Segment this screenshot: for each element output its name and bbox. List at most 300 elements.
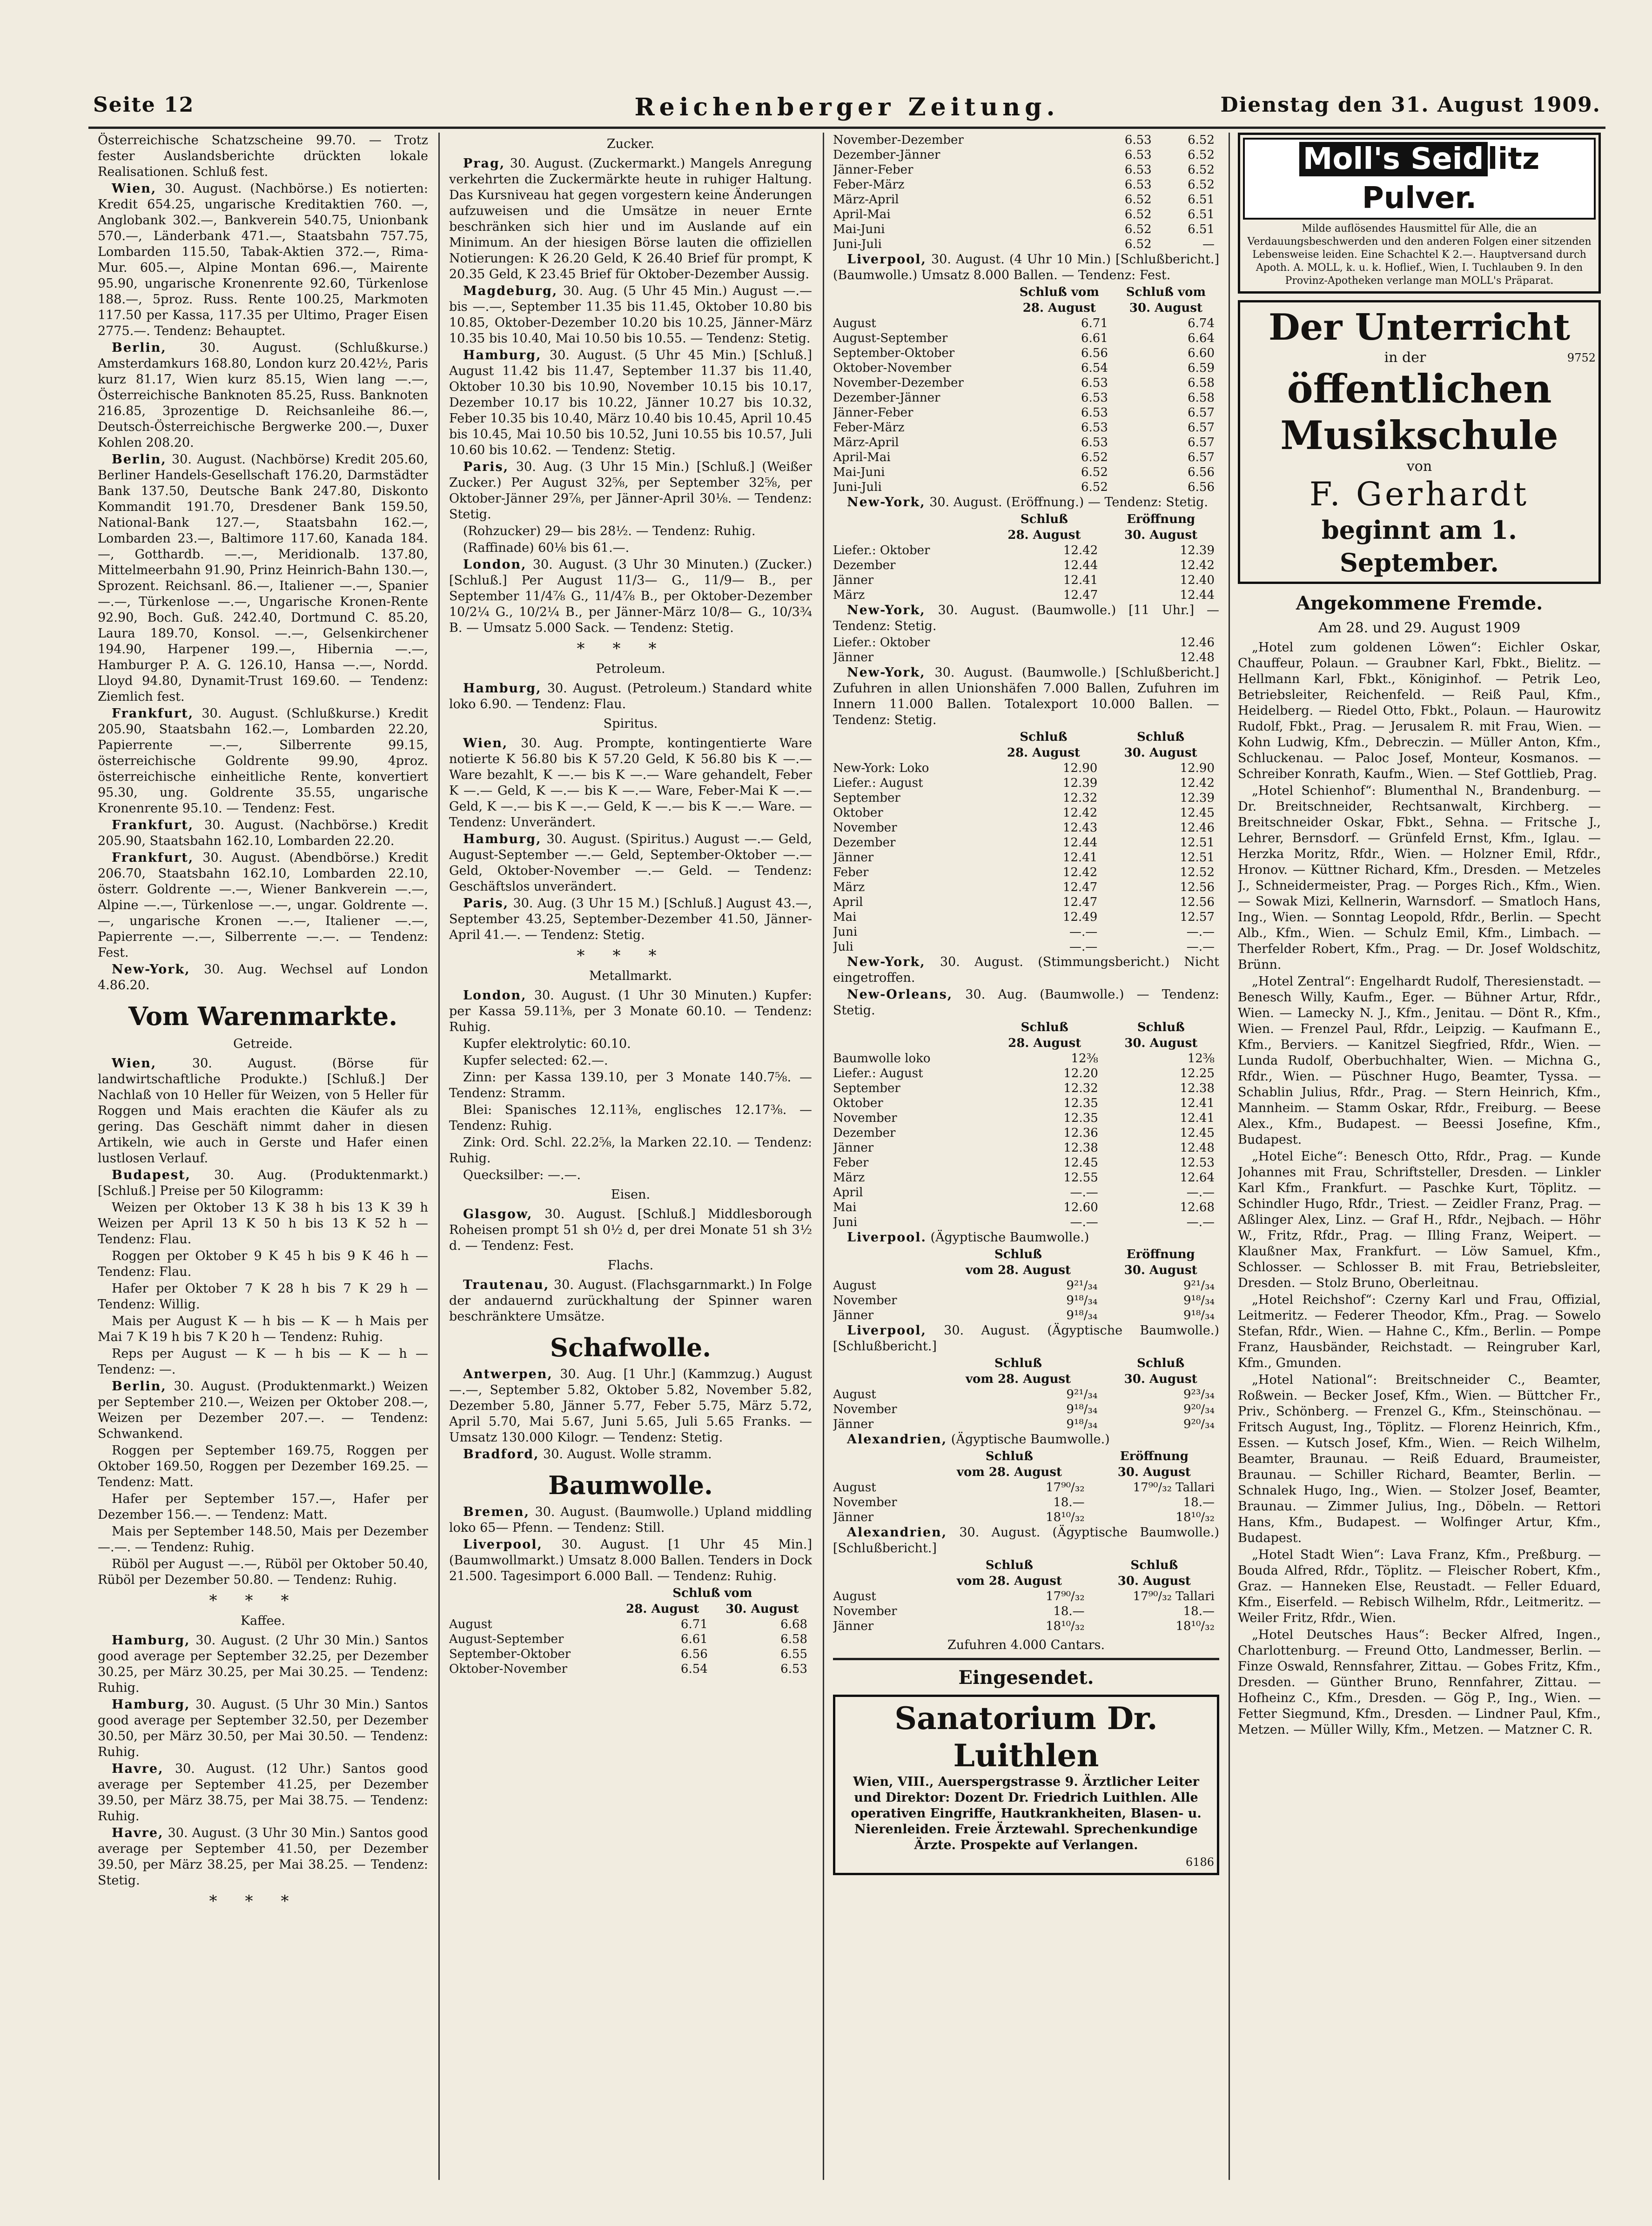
row-value: 12.64: [1180, 1171, 1215, 1185]
row-label: April: [833, 1186, 863, 1200]
row-label: Jänner: [833, 1141, 874, 1155]
row-value: 6.58: [780, 1632, 807, 1646]
page-header: [88, 93, 1605, 126]
table-row: [833, 820, 1219, 835]
ad-school-name: öffentlichen Musikschule: [1280, 366, 1558, 458]
paragraph: Blei: Spanisches 12.11⅜, englisches 12.17⅜. — Tendenz: Ruhig.: [449, 1103, 812, 1133]
table-row: [833, 222, 1219, 237]
table-row: [833, 435, 1219, 450]
paragraph: New-Orleans, 30. Aug. (Baumwolle.) — Tendenz: Stetig.: [833, 987, 1219, 1018]
paragraph: Rüböl per August —.—, Rüböl per Oktober 50.40, Rüböl per Dezember 50.80. — Tendenz: Ruhig.: [98, 1557, 428, 1587]
row-label: Juni: [833, 925, 858, 939]
price-table: Schluß vom Schluß vom 28. August 30. August August 6.71 6.74 August-September 6.61 6.64 September-Oktober 6.56 6.60 Oktober-November 6.54 6.59 November-Dezember 6.53 6.58 Dezember-Jänner 6.53 6.58 Jänner-Feber 6.53 6.57 Feber-März 6.53 6.57 März-April 6.53 6.57 April-Mai 6.52 6.57 Mai-Juni 6.52 6.56 Juni-Juli 6.52 6.56: [833, 284, 1219, 495]
price-table: Schluß Eröffnung 28. August 30. August Liefer.: Oktober 12.42 12.39 Dezember 12.44 12.42 Jänner 12.41 12.40 März 12.47 12.44: [833, 511, 1219, 603]
row-value: 12.41: [1063, 573, 1098, 587]
row-value: 12.32: [1063, 1081, 1098, 1095]
row-value: 18¹⁰/₃₂: [1175, 1510, 1215, 1524]
paragraph: Hamburg, 30. August. (Petroleum.) Standard white loko 6.90. — Tendenz: Flau.: [449, 681, 812, 711]
table-row: [833, 1200, 1219, 1215]
paragraph: New-York, 30. August. (Baumwolle.) [Schlußbericht.] Zufuhren in allen Unionshäfen 7.000 Ballen, Zufuhren im Innern 11.000 Ballen. Totalexport 10.000 Ballen. — Tendenz: Stetig.: [833, 665, 1219, 727]
row-value: 6.61: [1081, 331, 1108, 345]
column-2: [449, 133, 812, 2180]
ad-title: Moll's Seid litz Pulver.: [1243, 138, 1596, 220]
table-row: [833, 480, 1219, 495]
table-row: [833, 850, 1219, 865]
row-value: 6.55: [780, 1647, 807, 1661]
row-value: 18.—: [1183, 1604, 1215, 1618]
row-label: Jänner: [833, 1619, 874, 1633]
row-label: März-April: [833, 436, 899, 449]
row-label: September-Oktober: [449, 1647, 571, 1661]
row-value: 12.49: [1062, 910, 1098, 924]
row-value: 12.46: [1180, 821, 1215, 835]
row-label: August-September: [833, 331, 948, 345]
row-value: 12.45: [1180, 1126, 1215, 1140]
table-row: [833, 316, 1219, 331]
row-label: Jänner: [833, 650, 874, 664]
row-value: 6.53: [1081, 421, 1108, 435]
row-label: Liefer.: August: [833, 1066, 923, 1080]
table-row: [833, 1185, 1219, 1200]
row-label: November: [833, 1402, 897, 1416]
row-value: 6.53: [1124, 133, 1152, 147]
table-row: [833, 1417, 1219, 1432]
row-label: November-Dezember: [833, 133, 964, 147]
table-row: [833, 925, 1219, 939]
sanatorium-advertisement: [833, 1695, 1219, 1875]
row-label: Jänner-Feber: [833, 406, 913, 420]
row-value: 12.52: [1180, 865, 1215, 879]
row-value: 6.53: [1081, 376, 1108, 390]
row-label: November: [833, 821, 897, 835]
row-label: Jänner: [833, 1417, 874, 1431]
table-row: [833, 1589, 1219, 1604]
row-value: 12.48: [1180, 1141, 1215, 1155]
row-value: 12⅜: [1071, 1052, 1098, 1066]
subheading: Getreide.: [233, 1037, 293, 1051]
row-value: 6.64: [1188, 331, 1215, 345]
hotel-guest-list: „Hotel Zentral“: Engelhardt Rudolf, Theresienstadt. — Benesch Willy, Kaufm., Eger. — Bühner Artur, Rfdr., Wien. — Lamecky N. J., Kfm., Jenitau. — Dönt R., Kfm., Wien. — Frenzel Paul, Rfdr., Leipzig. — Kaufmann E., Kfm., Berviers. — Kanitzel Siegfried, Rfdr., Wien. — Lunda Rudolf, Oberbuchhalter, Wien. — Michna G., Rfdr., Wien. — Püschner Hugo, Beamter, Tyssa. — Schablin Julius, Rfdr., Prag. — Stern Heinrich, Kfm., Mannheim. — Stamm Oskar, Rfdr., Freiburg. — Beese Alex., Kfm., Budapest. — Beessi Josefine, Kfm., Budapest.: [1238, 974, 1601, 1147]
row-label: Jänner: [833, 573, 874, 587]
paragraph: Paris, 30. Aug. (3 Uhr 15 Min.) [Schluß.] (Weißer Zucker.) Per August 32⅝, per September 32⅝, per Oktober-Jänner 29⅞, per Jänner-April 30⅛. — Tendenz: Stetig.: [449, 460, 812, 522]
paragraph: Roggen per Oktober 9 K 45 h bis 9 K 46 h — Tendenz: Flau.: [98, 1249, 428, 1279]
paragraph: Wien, 30. August. (Nachbörse.) Es notierten: Kredit 654.25, ungarische Kreditaktien 760. —, Anglobank 302.—, Bankverein 540.75, Unionbank 570.—, Länderbank 471.—, Staatsbahn 757.75, Lombarden 115.50, Tabak-Aktien 372.—, Rima-Mur. 605.—, Alpine Montan 696.—, Mairente 95.90, ungarische Kronenrente 92.60, Türkenlose 188.—, 5proz. Russ. Rente 100.25, Markmoten 117.50 per Kassa, 117.35 per Ultimo, Prager Eisen 2775.—. Tendenz: Behauptet.: [98, 181, 428, 338]
row-label: August-September: [449, 1632, 564, 1646]
paragraph: Alexandrien, (Ägyptische Baumwolle.): [847, 1432, 1110, 1447]
row-label: Liefer.: Oktober: [833, 543, 930, 557]
row-value: 12.41: [1062, 851, 1098, 865]
paragraph: Liverpool, 30. August. (4 Uhr 10 Min.) [Schlußbericht.] (Baumwolle.) Umsatz 8.000 Ballen. — Tendenz: Fest.: [833, 252, 1219, 282]
subheading: Eisen.: [611, 1187, 651, 1202]
newspaper-page: [88, 84, 1605, 2196]
table-row: [833, 650, 1219, 665]
table-row: [833, 1066, 1219, 1081]
paragraph: Kupfer elektrolytic: 60.10.: [463, 1037, 631, 1051]
eingesendet-heading: Eingesendet.: [958, 1667, 1094, 1689]
row-value: 9²⁰/₃₄: [1183, 1402, 1215, 1416]
row-value: 17⁹⁰/₃₂: [1046, 1481, 1085, 1495]
table-row: [449, 1662, 812, 1676]
paragraph: Frankfurt, 30. August. (Nachbörse.) Kredit 205.90, Staatsbahn 162.10, Lombarden 22.20.: [98, 818, 428, 848]
table-row: [833, 1096, 1219, 1111]
row-value: 12.53: [1180, 1156, 1215, 1170]
row-label: Jänner: [833, 1308, 874, 1322]
row-value: 6.54: [680, 1662, 708, 1676]
paragraph: Mais per September 148.50, Mais per Dezember —.—. — Tendenz: Ruhig.: [98, 1524, 428, 1555]
table-row: [833, 1051, 1219, 1066]
table-row: [833, 361, 1219, 375]
row-label: November: [833, 1604, 897, 1618]
table-row: [833, 192, 1219, 207]
row-value: 12.42: [1063, 543, 1098, 557]
paragraph: (Rohzucker) 29— bis 28½. — Tendenz: Ruhig.: [463, 524, 756, 538]
row-value: 6.53: [1124, 178, 1152, 192]
paragraph: Havre, 30. August. (12 Uhr.) Santos good average per September 41.25, per Dezember 39.50, per März 38.75, per Mai 38.75. — Tendenz: Ruhig.: [98, 1762, 428, 1824]
row-value: 18.—: [1183, 1495, 1215, 1509]
row-label: Oktober-November: [449, 1662, 568, 1676]
row-value: —: [1202, 237, 1215, 251]
row-label: August: [449, 1617, 492, 1631]
table-row: [833, 835, 1219, 850]
row-value: 12.46: [1180, 636, 1215, 650]
row-value: 6.71: [1081, 316, 1108, 330]
row-value: 12.35: [1063, 1096, 1098, 1110]
ad-text: Wien, VIII., Auerspergstrasse 9. Ärztlicher Leiter und Direktor: Dozent Dr. Friedrich Luithlen. Alle operativen Eingriffe, Hautkrankheiten, Blasen- u. Nierenleiden. Freie Ärztewahl. Sprechenkundige Ärzte. Prospekte auf Verlangen.: [851, 1775, 1202, 1852]
row-value: 9¹⁸/₃₄: [1066, 1417, 1098, 1431]
row-value: 12.41: [1180, 1111, 1215, 1125]
row-label: November-Dezember: [833, 376, 964, 390]
row-label: Dezember-Jänner: [833, 148, 940, 162]
column-1: [98, 133, 428, 2180]
paragraph: Wien, 30. August. (Börse für landwirtschaftliche Produkte.) [Schluß.] Der Nachlaß von 10 Heller für Weizen, von 5 Heller für Roggen und Mais erachten die Käufer als zu gering. Das Geschäft nimmt daher in diesen Artikeln, wie auch in Gerste und Hafer einen lustlosen Verlauf.: [98, 1056, 428, 1166]
table-row: [833, 1278, 1219, 1293]
newspaper-title: Reichenberger Zeitung.: [634, 93, 1060, 121]
row-label: März: [833, 880, 865, 894]
music-school-advertisement: [1238, 300, 1601, 584]
row-value: 6.52: [1124, 208, 1152, 221]
row-value: 9²⁰/₃₄: [1183, 1417, 1215, 1431]
row-label: Dezember: [833, 558, 896, 572]
row-value: 6.52: [1081, 450, 1108, 464]
subheading: Petroleum.: [596, 662, 665, 676]
row-value: 6.52: [1124, 193, 1152, 207]
row-value: 12.38: [1180, 1081, 1215, 1095]
row-label: März: [833, 588, 865, 602]
row-value: —.—: [1186, 1186, 1215, 1200]
row-label: August: [833, 1279, 876, 1293]
row-label: New-York: Loko: [833, 761, 929, 775]
paragraph: Antwerpen, 30. Aug. [1 Uhr.] (Kammzug.) August —.—, September 5.82, Oktober 5.82, November 5.82, Dezember 5.80, Jänner 5.77, Feber 5.75, März 5.72, April 5.70, Mai 5.67, Juni 5.65, Juli 5.65 Franks. — Umsatz 130.000 Kilogr. — Tendenz: Stetig.: [449, 1367, 812, 1445]
row-value: 12.44: [1180, 588, 1215, 602]
table-row: [833, 1215, 1219, 1230]
row-value: —.—: [1069, 940, 1098, 954]
row-value: 12.68: [1180, 1200, 1215, 1214]
row-value: 6.52: [1124, 222, 1152, 236]
row-value: 6.53: [1081, 406, 1108, 420]
table-row: [833, 1293, 1219, 1308]
table-row: [833, 148, 1219, 162]
row-value: 18¹⁰/₃₂: [1175, 1619, 1215, 1633]
table-row: [833, 805, 1219, 820]
price-table: Schluß vom 28. August 30. August August 6.71 6.68 August-September 6.61 6.58 September-Oktober 6.56 6.55 Oktober-November 6.54 6.53: [449, 1585, 812, 1676]
paragraph: Paris, 30. Aug. (3 Uhr 15 M.) [Schluß.] August 43.—, September 43.25, September-Dezember 41.50, Jänner-April 41.—. — Tendenz: Stetig.: [449, 896, 812, 942]
row-value: 12.39: [1062, 776, 1098, 790]
row-label: September: [833, 1081, 900, 1095]
row-value: 12.42: [1180, 776, 1215, 790]
table-row: [833, 880, 1219, 895]
table-row: [833, 939, 1219, 954]
row-label: Oktober-November: [833, 361, 952, 375]
table-footnote: Zufuhren 4.000 Cantars.: [947, 1638, 1105, 1652]
column-4: [1238, 133, 1601, 2180]
row-value: 12.47: [1062, 895, 1098, 909]
row-value: 6.68: [780, 1617, 807, 1631]
paragraph: New-York, 30. August. (Baumwolle.) [11 Uhr.] — Tendenz: Stetig.: [833, 603, 1219, 633]
divider: [833, 1658, 1219, 1660]
row-value: 12.42: [1180, 558, 1215, 572]
row-value: 9¹⁸/₃₄: [1066, 1294, 1098, 1307]
hotel-list: [1238, 640, 1601, 1738]
molls-advertisement: [1238, 133, 1601, 294]
row-value: 12.57: [1180, 910, 1215, 924]
row-value: 12.47: [1063, 588, 1098, 602]
row-value: 12.35: [1063, 1111, 1098, 1125]
row-label: April-Mai: [833, 450, 891, 464]
row-label: Mai: [833, 910, 857, 924]
table-row: [833, 1170, 1219, 1185]
row-label: August: [833, 1589, 876, 1603]
table-row: [833, 207, 1219, 222]
column-divider: [438, 133, 440, 2180]
row-value: 12.42: [1062, 806, 1098, 820]
table-row: [833, 237, 1219, 252]
row-value: 6.56: [680, 1647, 708, 1661]
price-table: Schluß Schluß 28. August 30. August New-York: Loko 12.90 12.90 Liefer.: August 12.39 12.42 September 12.32 12.39 Oktober 12.42 12.45 November 12.43 12.46 Dezember 12.44 12.51 Jänner 12.41 12.51 Feber 12.42 12.52 März 12.47 12.56 April 12.47 12.56 Mai 12.49 12.57 Juni —.— —.— Juli —.— —.—: [833, 729, 1219, 954]
row-value: —.—: [1069, 925, 1098, 939]
table-row: [833, 1308, 1219, 1323]
price-table: Schluß Eröffnung vom 28. August 30. August August 17⁹⁰/₃₂ 17⁹⁰/₃₂ Tallari November 18.— 18.— Jänner 18¹⁰/₃₂ 18¹⁰/₃₂: [833, 1448, 1219, 1525]
row-value: 9¹⁸/₃₄: [1066, 1308, 1098, 1322]
row-value: 12.42: [1062, 865, 1098, 879]
row-label: März: [833, 1171, 865, 1185]
row-value: 6.54: [1081, 361, 1108, 375]
table-row: [833, 162, 1219, 177]
row-value: 9²¹/₃₄: [1066, 1279, 1098, 1293]
row-value: 6.57: [1188, 450, 1215, 464]
row-value: 9²³/₃₄: [1183, 1388, 1215, 1401]
row-value: 18.—: [1053, 1495, 1085, 1509]
hotel-guest-list: „Hotel zum goldenen Löwen“: Eichler Oskar, Chauffeur, Polaun. — Graubner Karl, Fbkt., Bielitz. — Hellmann Karl, Fbkt., Königinhof. — Petrik Leo, Betriebsleiter, Reichenfeld. — Reiß Paul, Kfm., Heidelberg. — Riedel Otto, Fbkt., Polaun. — Haurowitz Rudolf, Fbkt., Prag. — Jerusalem R. mit Frau, Wien. — Kohn Ludwig, Kfm., Debreczin. — Müller Anton, Kfm., Schluckenau. — Paloc Josef, Monteur, Kosmanos. — Schreiber Konrath, Kaufm., Wien. — Stef Gottlieb, Prag.: [1238, 640, 1601, 781]
row-value: 6.53: [1124, 148, 1152, 162]
hotel-guest-list: „Hotel National“: Breitschneider C., Beamter, Roßwein. — Becker Josef, Kfm., Wien. — Büttcher Fr., Priv., Schönberg. — Frenzel G., Kfm., Steinschönau. — Fritsch August, Ing., Töplitz. — Florenz Heinrich, Kfm., Essen. — Kutsch Josef, Kfm., Wien. — Reich Wilhelm, Beamter, Braunau. — Reiß Eduard, Braumeister, Braunau. — Schiller Richard, Beamter, Berlin. — Schnalek Hugo, Ing., Wien. — Stolzer Josef, Beamter, Braunau. — Zimmer Julius, Ing., Döbeln. — Rettori Hans, Kfm., Budapest. — Wolfinger Artur, Kfm., Budapest.: [1238, 1373, 1601, 1545]
row-label: Jänner-Feber: [833, 163, 913, 177]
paragraph: Wien, 30. Aug. Prompte, kontingentierte Ware notierte K 56.80 bis K 57.20 Geld, K 56.80 bis K —.— Ware bezahlt, K —.— bis K —.— Ware gehandelt, Feber K —.— Geld, K —.— bis K —.— Ware, Feber-Mai K —.— Geld, K —.— bis K —.— Geld, K —.— bis K —.— Ware. — Tendenz: Unverändert.: [449, 736, 812, 830]
paragraph: (Raffinade) 60⅛ bis 61.—.: [463, 541, 630, 555]
row-value: 12.39: [1180, 791, 1215, 805]
row-value: 6.52: [1188, 178, 1215, 192]
row-value: 6.53: [780, 1662, 807, 1676]
separator-stars: ***: [577, 946, 685, 965]
ad-number: 6186: [1185, 1856, 1214, 1869]
paragraph: Mais per August K — h bis — K — h Mais per Mai 7 K 19 h bis 7 K 20 h — Tendenz: Ruhig.: [98, 1314, 428, 1344]
row-value: 12.44: [1062, 836, 1098, 850]
row-value: 6.60: [1188, 346, 1215, 360]
table-row: [449, 1632, 812, 1647]
hotel-guest-list: „Hotel Reichshof“: Czerny Karl und Frau, Offizial, Leitmeritz. — Federer Theodor, Kfm., Prag. — Sowelo Stefan, Rfdr., Wien. — Hahne C., Kfm., Berlin. — Pompe Franz, Hausbänder, Reichstadt. — Reingruber Karl, Kfm., Gmunden.: [1238, 1293, 1601, 1370]
paragraph: London, 30. August. (1 Uhr 30 Minuten.) Kupfer: per Kassa 59.11⅜, per 3 Monate 60.10. — Tendenz: Ruhig.: [449, 988, 812, 1034]
hotel-guest-list: „Hotel Schienhof“: Blumenthal N., Brandenburg. — Dr. Breitschneider, Rechtsanwalt, Kirchberg. — Breitschneider Oskar, Fbkt., Sehna. — Fritsche J., Lehrer, Bernsdorf. — Grünfeld Ernst, Kfm., Iglau. — Herzka Moritz, Rfdr., Wien. — Holzner Emil, Rfdr., Hronov. — Küttner Richard, Kfm., Dresden. — Metzeles J., Schneidermeister, Prag. — Porges Rich., Kfm., Wien. — Sowak Mizi, Kellnerin, Warnsdorf. — Smatloch Hans, Ing., Wien. — Sonntag Leopold, Rfdr., Berlin. — Specht Alb., Kfm., Wien. — Schulz Emil, Kfm., Limbach. — Therfelder Robert, Kfm., Prag. — Dr. Josef Woldschitz, Brünn.: [1238, 784, 1601, 972]
paragraph: Frankfurt, 30. August. (Schlußkurse.) Kredit 205.90, Staatsbahn 162.—, Lombarden 22.20, Papierrente —.—, Silberrente 99.15, österreichische Goldrente 99.90, 4proz. österreichische einheitliche Rente, konvertiert 95.30, ung. Goldrente 35.55, ungarische Kronenrente 95.10. — Tendenz: Fest.: [98, 706, 428, 816]
row-label: August: [833, 316, 876, 330]
ad-start-date: beginnt am 1. September.: [1322, 515, 1517, 577]
row-value: 6.58: [1188, 391, 1215, 405]
paragraph: Hafer per September 157.—, Hafer per Dezember 156.—. — Tendenz: Matt.: [98, 1492, 428, 1522]
row-value: 12.32: [1062, 791, 1098, 805]
row-value: 6.51: [1188, 208, 1215, 221]
row-value: 12.20: [1063, 1066, 1098, 1080]
row-label: März-April: [833, 193, 899, 207]
row-label: Jänner: [833, 1510, 874, 1524]
row-value: 12.36: [1063, 1126, 1098, 1140]
row-value: 12.40: [1180, 573, 1215, 587]
table-row: [833, 1387, 1219, 1402]
row-value: 6.52: [1188, 133, 1215, 147]
row-label: Juli: [833, 940, 853, 954]
paragraph: Prag, 30. August. (Zuckermarkt.) Mangels Anregung verkehrten die Zuckermärkte heute in ruhiger Haltung. Das Kursniveau hat gegen vorgestern keine Änderungen aufzuweisen und die Umsätze in neuer Ernte beschränken sich hier und im Auslande auf ein Minimum. An der hiesigen Börse lauten die offiziellen Notierungen: K 26.20 Geld, K 26.40 Brief für prompt, K 20.35 Geld, K 23.45 Brief für Oktober-Dezember Aussig.: [449, 156, 812, 282]
row-value: 12.56: [1180, 880, 1215, 894]
table-row: [449, 1617, 812, 1632]
price-table: Schluß Schluß 28. August 30. August Baumwolle loko 12⅜ 12⅜ Liefer.: August 12.20 12.25 September 12.32 12.38 Oktober 12.35 12.41 November 12.35 12.41 Dezember 12.36 12.45 Jänner 12.38 12.48 Feber 12.45 12.53 März 12.55 12.64 April —.— —.— Mai 12.60 12.68 Juni —.— —.—: [833, 1019, 1219, 1230]
row-value: 6.53: [1081, 391, 1108, 405]
row-label: Feber: [833, 865, 869, 879]
hotel-guest-list: „Hotel Deutsches Haus“: Becker Alfred, Ingen., Charlottenburg. — Freund Otto, Landmesser, Berlin. — Finze Oswald, Rennsfahrer, Zittau. — Gobes Fritz, Kfm., Dresden. — Günther Bruno, Rennfahrer, Zittau. — Hofheinz C., Kfm., Dresden. — Gög P., Ing., Wien. — Fetter Siegmund, Kfm., Dresden. — Lindner Paul, Kfm., Metzen. — Müller Willy, Kfm., Metzen. — Matzner C. R.: [1238, 1628, 1601, 1737]
paragraph: Quecksilber: —.—.: [463, 1168, 581, 1182]
row-value: 6.52: [1081, 480, 1108, 494]
row-value: 12.45: [1180, 806, 1215, 820]
section-heading: Baumwolle.: [548, 1470, 713, 1500]
row-label: Mai-Juni: [833, 465, 885, 479]
paragraph: Weizen per Oktober 13 K 38 h bis 13 K 39 h Weizen per April 13 K 50 h bis 13 K 52 h — Tendenz: Flau.: [98, 1200, 428, 1247]
row-value: 6.59: [1188, 361, 1215, 375]
subheading: Flachs.: [607, 1258, 654, 1273]
row-value: 6.74: [1188, 316, 1215, 330]
table-row: [833, 558, 1219, 573]
table-row: [833, 465, 1219, 480]
row-label: Dezember: [833, 1126, 896, 1140]
row-label: Liefer.: August: [833, 776, 923, 790]
row-value: 6.52: [1188, 163, 1215, 177]
table-row: [833, 543, 1219, 558]
row-label: Jänner: [833, 851, 874, 865]
table-row: [833, 1619, 1219, 1634]
table-row: [833, 895, 1219, 910]
row-value: 6.51: [1188, 193, 1215, 207]
row-value: —.—: [1186, 940, 1215, 954]
column-divider: [1229, 133, 1230, 2180]
row-value: 12.39: [1180, 543, 1215, 557]
table-row: [449, 1647, 812, 1662]
paragraph: Bremen, 30. August. (Baumwolle.) Upland middling loko 65— Pfenn. — Tendenz: Still.: [449, 1505, 812, 1535]
table-row: [833, 776, 1219, 791]
separator-stars: ***: [209, 1591, 317, 1610]
row-value: 9¹⁸/₃₄: [1183, 1294, 1215, 1307]
row-value: 12.41: [1180, 1096, 1215, 1110]
row-label: Liefer.: Oktober: [833, 636, 930, 650]
table-row: [833, 1140, 1219, 1155]
row-value: 12.51: [1180, 836, 1215, 850]
row-label: Juni: [833, 1215, 858, 1229]
row-value: 18¹⁰/₃₂: [1046, 1619, 1085, 1633]
row-value: 6.52: [1124, 237, 1152, 251]
hotel-guest-list: „Hotel Eiche“: Benesch Otto, Rfdr., Prag. — Kunde Johannes mit Frau, Schriftsteller, Dresden. — Linkler Karl Kfm., Frankfurt. — Paschke Kurt, Töplitz. — Schindler Hugo, Rfdr., Triest. — Zeidler Franz, Prag. — Aßlinger Alex, Linz. — Graf H., Rfdr., Nejbach. — Höhr W., Fritz, Rfdr., Prag. — Illing Franz, Weipert. — Klaußner Max, Frankfurt. — Löw Samuel, Kfm., Schlosser. — Schlosser B. mit Frau, Betriebsleiter, Dresden. — Stolz Bruno, Oberleitnau.: [1238, 1149, 1601, 1290]
subheading: Spiritus.: [603, 717, 658, 731]
paragraph: Budapest, 30. Aug. (Produktenmarkt.) [Schluß.] Preise per 50 Kilogramm:: [98, 1168, 428, 1198]
row-value: 6.56: [1081, 346, 1108, 360]
paragraph: Liverpool. (Ägyptische Baumwolle.): [847, 1230, 1089, 1245]
section-heading: Vom Warenmarkte.: [128, 1001, 397, 1031]
row-value: 17⁹⁰/₃₂: [1046, 1589, 1085, 1603]
paragraph: Trautenau, 30. August. (Flachsgarnmarkt.) In Folge der andauernd zurückhaltung der Spinner waren beschränktere Umsätze.: [449, 1278, 812, 1324]
subheading: Kaffee.: [241, 1614, 285, 1628]
row-label: Feber-März: [833, 421, 905, 435]
row-value: —.—: [1070, 1215, 1098, 1229]
row-value: 12.56: [1180, 895, 1215, 909]
row-value: 6.57: [1188, 436, 1215, 449]
row-label: Baumwolle loko: [833, 1052, 931, 1066]
paragraph: Hamburg, 30. August. (Spiritus.) August —.— Geld, August-September —.— Geld, September-Oktober —.— Geld, Oktober-November —.— Geld. — Tendenz: Geschäftslos unverändert.: [449, 832, 812, 894]
paragraph: Liverpool, 30. August. [1 Uhr 45 Min.] (Baumwollmarkt.) Umsatz 8.000 Ballen. Tenders in Dock 21.500. Tagesimport 6.000 Ball. — Tendenz: Ruhig.: [449, 1537, 812, 1583]
row-value: 6.53: [1081, 436, 1108, 449]
table-row: [833, 177, 1219, 192]
table-row: [833, 375, 1219, 390]
subheading: Zucker.: [606, 137, 655, 151]
page-number: Seite 12: [93, 93, 195, 117]
row-value: 6.71: [680, 1617, 708, 1631]
row-value: 18.—: [1053, 1604, 1085, 1618]
paragraph: Frankfurt, 30. August. (Abendbörse.) Kredit 206.70, Staatsbahn 162.10, Lombarden 22.10, österr. Goldrente —.—, Wiener Bankverein —.—, Alpine —.—, Türkenlose —.—, ungar. Goldrente —.—, ungarische Kronen —.—, Italiener —.—, Papierrente —.—, Silberrente —.—. — Tendenz: Fest.: [98, 851, 428, 960]
row-value: —.—: [1186, 1215, 1215, 1229]
paragraph: Hamburg, 30. August. (5 Uhr 45 Min.) [Schluß.] August 11.42 bis 11.47, September 11.37 bis 11.40, Oktober 10.30 bis 10.90, November 10.15 bis 10.17, Dezember 10.17 bis 10.22, Jänner 10.27 bis 10.32, Feber 10.35 bis 10.40, März 10.40 bis 10.45, April 10.45 bis 10.45, Mai 10.50 bis 10.52, Juni 10.55 bis 10.57, Juli 10.60 bis 10.62. — Tendenz: Stetig.: [449, 348, 812, 457]
separator-stars: ***: [577, 639, 685, 658]
row-value: 12.47: [1062, 880, 1098, 894]
price-table: Schluß Schluß vom 28. August 30. August August 9²¹/₃₄ 9²³/₃₄ November 9¹⁸/₃₄ 9²⁰/₃₄ Jänner 9¹⁸/₃₄ 9²⁰/₃₄: [833, 1355, 1219, 1432]
price-table: Schluß Eröffnung vom 28. August 30. August August 9²¹/₃₄ 9²¹/₃₄ November 9¹⁸/₃₄ 9¹⁸/₃₄ Jänner 9¹⁸/₃₄ 9¹⁸/₃₄: [833, 1247, 1219, 1323]
table-row: [833, 405, 1219, 420]
paragraph: Bradford, 30. August. Wolle stramm.: [463, 1447, 712, 1462]
hotel-guest-list: „Hotel Stadt Wien“: Lava Franz, Kfm., Preßburg. — Bouda Alfred, Rfdr., Töplitz. — Fleischer Robert, Kfm., Graz. — Hanneken Else, Reustadt. — Feller Eduard, Kfm., Eiserfeld. — Rebisch Wilhelm, Rfdr., Leitmeritz. — Weiler Fritz, Rfdr., Wien.: [1238, 1548, 1601, 1625]
price-table: Schluß Schluß vom 28. August 30. August August 17⁹⁰/₃₂ 17⁹⁰/₃₂ Tallari November 18.— 18.— Jänner 18¹⁰/₃₂ 18¹⁰/₃₂: [833, 1557, 1219, 1634]
column-divider: [823, 133, 824, 2180]
row-value: 12.48: [1180, 650, 1215, 664]
row-value: 12⅜: [1187, 1052, 1215, 1066]
table-row: [833, 133, 1219, 148]
row-value: 12.25: [1180, 1066, 1215, 1080]
row-value: 6.52: [1081, 465, 1108, 479]
table-row: [833, 865, 1219, 880]
row-label: Mai: [833, 1200, 857, 1214]
price-table: [833, 635, 1219, 665]
row-label: Feber-März: [833, 178, 905, 192]
table-row: [833, 420, 1219, 435]
paragraph: New-York, 30. Aug. Wechsel auf London 4.86.20.: [98, 962, 428, 992]
table-row: [833, 1111, 1219, 1126]
row-value: 9¹⁸/₃₄: [1066, 1402, 1098, 1416]
table-row: [833, 573, 1219, 588]
row-value: 12.60: [1063, 1200, 1098, 1214]
row-value: 6.56: [1188, 465, 1215, 479]
table-row: [833, 588, 1219, 603]
table-row: [833, 910, 1219, 925]
